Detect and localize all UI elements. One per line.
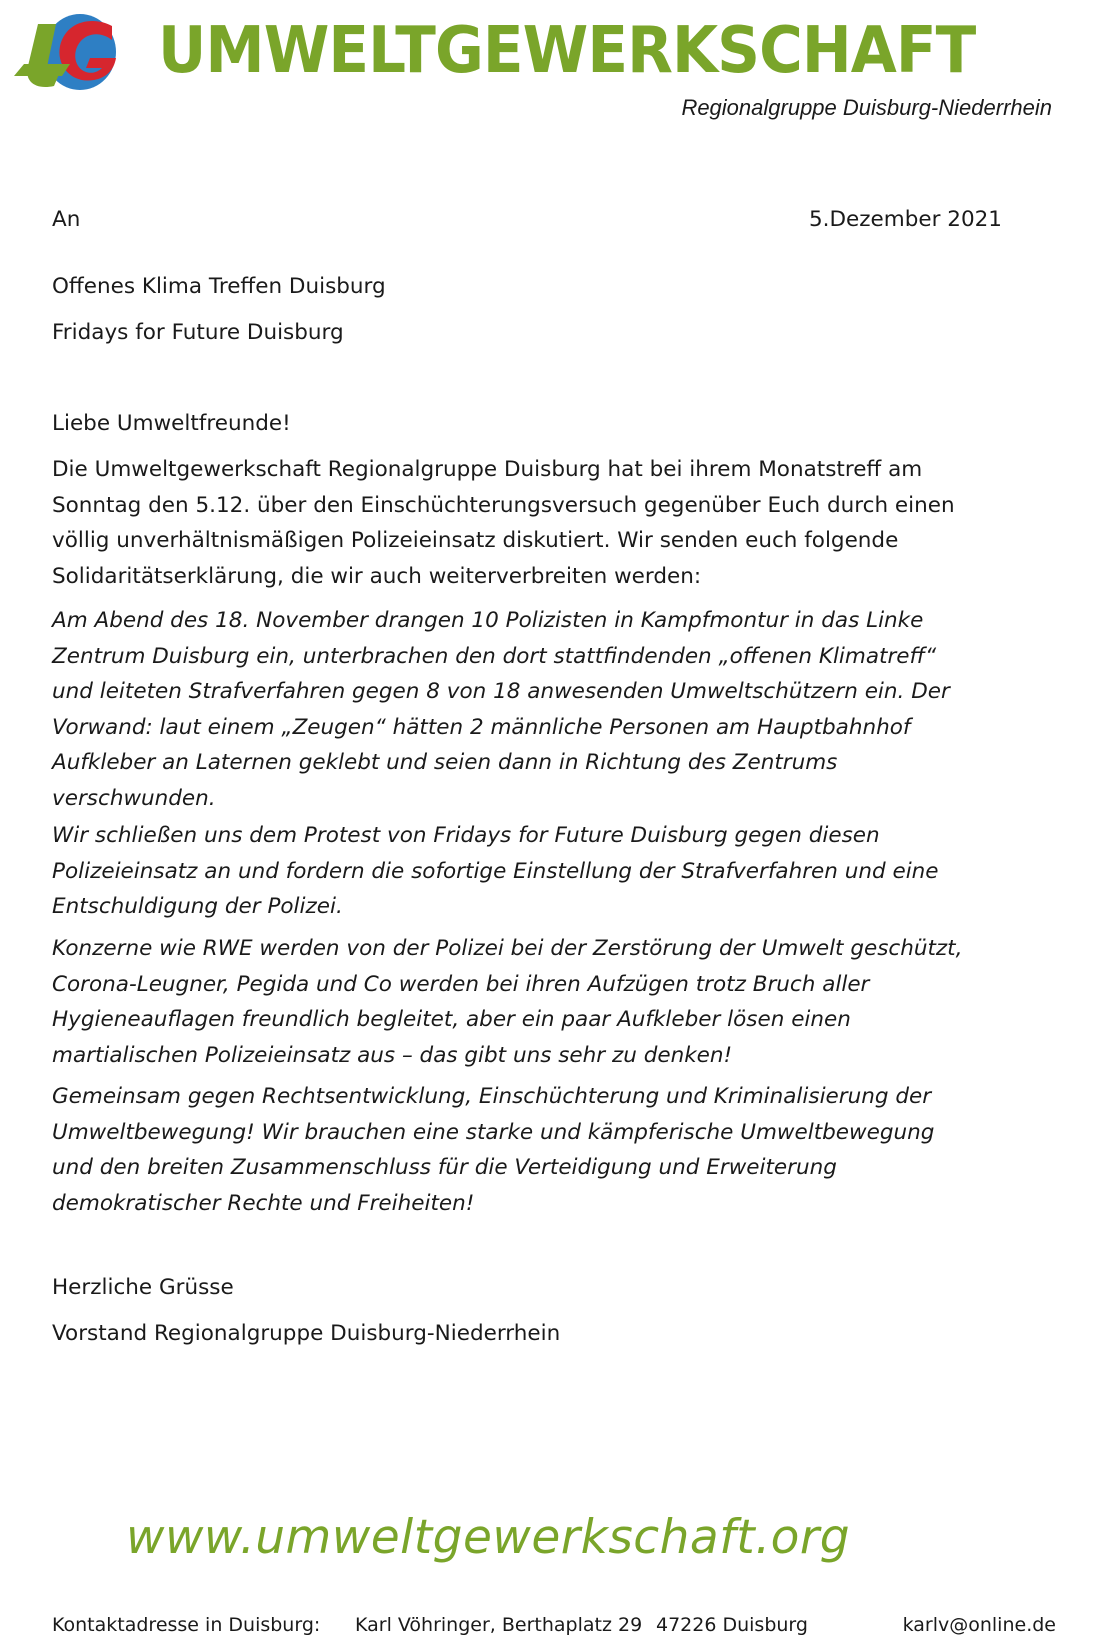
statement-paragraph [52,603,1062,816]
statement-paragraph [52,931,1062,1073]
website-url[interactable]: www.umweltgewerkschaft.org [126,1510,851,1565]
paragraph-line: Corona-Leugner, Pegida und Co werden bei ihren Aufzügen trotz Bruch aller [52,971,870,997]
paragraph-line: demokratischer Rechte und Freiheiten! [52,1190,475,1216]
recipient-line: Fridays for Future Duisburg [52,320,344,345]
paragraph-line: und den breiten Zusammenschluss für die Verteidigung und Erweiterung [52,1155,837,1180]
paragraph-line: Solidaritätserklärung, die wir auch weiterverbreiten werden: [52,563,702,589]
contact-city: 47226 Duisburg [656,1614,808,1636]
salutation: Liebe Umweltfreunde! [52,411,291,436]
paragraph-line: Aufkleber an Laternen geklebt und seien dann in Richtung des Zentrums [52,750,838,775]
paragraph-line: Umweltbewegung! Wir brauchen eine starke und kämpferische Umweltbewegung [52,1119,935,1145]
recipient-label: An [52,207,81,232]
paragraph-line: Konzerne wie RWE werden von der Polizei bei der Zerstörung der Umwelt geschützt, [52,936,963,961]
paragraph-line: Wir schließen uns dem Protest von Fridays for Future Duisburg gegen diesen [52,823,880,848]
organization-name: UMWELTGEWERKSCHAFT [158,14,976,88]
paragraph-line: Gemeinsam gegen Rechtsentwicklung, Einschüchterung und Kriminalisierung der [52,1084,932,1109]
contact-address: Karl Vöhringer, Berthaplatz 29 [355,1614,643,1636]
organization-subtitle: Regionalgruppe Duisburg-Niederrhein [681,95,1052,120]
contact-email[interactable]: karlv@online.de [902,1614,1056,1636]
statement-paragraph [52,818,1062,925]
closing: Herzliche Grüsse [52,1275,234,1300]
contact-label: Kontaktadresse in Duisburg: [52,1614,321,1636]
paragraph-line: und leiteten Strafverfahren gegen 8 von 18 anwesenden Umweltschützern ein. Der [52,679,950,704]
statement-paragraph [52,1079,1062,1221]
paragraph-line: Polizeieinsatz an und fordern die sofortige Einstellung der Strafverfahren und eine [52,858,939,884]
signature: Vorstand Regionalgruppe Duisburg-Niederrhein [52,1321,561,1346]
paragraph-line: Sonntag den 5.12. über den Einschüchterungsversuch gegenüber Euch durch einen [52,492,955,518]
paragraph-line: Vorwand: laut einem „Zeugen“ hätten 2 männliche Personen am Hauptbahnhof [52,714,911,740]
paragraph-line: völlig unverhältnismäßigen Polizeieinsatz diskutiert. Wir senden euch folgende [52,528,899,553]
paragraph-line: verschwunden. [52,785,216,811]
recipient-line: Offenes Klima Treffen Duisburg [52,274,386,299]
paragraph-line: Die Umweltgewerkschaft Regionalgruppe Duisburg hat bei ihrem Monatstreff am [52,457,923,482]
paragraph-line: martialischen Polizeieinsatz aus – das gibt uns sehr zu denken! [52,1042,733,1068]
paragraph-line: Entschuldigung der Polizei. [52,894,343,919]
letter-date: 5.Dezember 2021 [808,207,1002,232]
paragraph-line: Am Abend des 18. November drangen 10 Polizisten in Kampfmontur in das Linke [52,608,924,633]
intro-paragraph [52,452,1062,594]
ug-logo-icon [14,10,124,96]
paragraph-line: Zentrum Duisburg ein, unterbrachen den dort stattfindenden „offenen Klimatreff“ [52,643,937,669]
paragraph-line: Hygieneauflagen freundlich begleitet, aber ein paar Aufkleber lösen einen [52,1007,851,1032]
